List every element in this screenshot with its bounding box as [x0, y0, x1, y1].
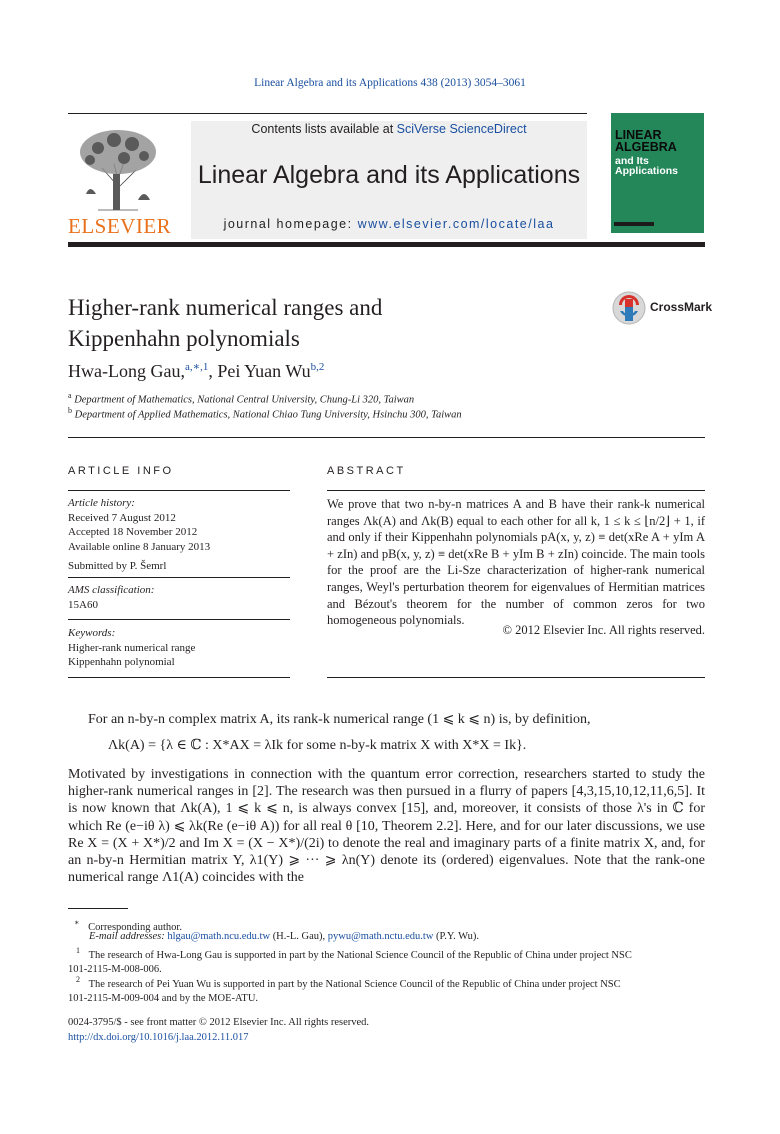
- cover-title-line2: ALGEBRA: [615, 140, 677, 154]
- email-gau-who: (H.-L. Gau),: [272, 931, 326, 942]
- journal-citation[interactable]: Linear Algebra and its Applications 438 (2013) 3054–3061: [254, 77, 526, 89]
- cover-subtitle: [615, 156, 678, 176]
- affiliation-a: [68, 391, 414, 406]
- info-divider-3: [68, 677, 290, 678]
- footnote-2: [68, 973, 705, 1007]
- cover-footer-bar: [614, 222, 654, 226]
- article-title: [68, 292, 382, 354]
- footnote-emails: [89, 930, 705, 945]
- author-wu[interactable]: Pei Yuan Wu: [217, 361, 311, 381]
- header-thick-rule: [68, 242, 705, 247]
- journal-cover[interactable]: [611, 113, 704, 233]
- accepted-date: Accepted 18 November 2012: [68, 526, 198, 538]
- fn2-mark: 2: [76, 975, 80, 984]
- email-gau-link[interactable]: hlgau@math.ncu.edu.tw: [167, 931, 271, 942]
- journal-title: Linear Algebra and its Applications: [197, 161, 581, 189]
- title-line2: Kippenhahn polynomials: [68, 326, 300, 351]
- elsevier-tree-icon: [68, 124, 168, 212]
- abstract-rule: [327, 490, 705, 491]
- fn1-line2: 101-2115-M-008-006.: [68, 964, 162, 975]
- intro-sentence: For an n-by-n complex matrix A, its rank-k numerical range (1 ⩽ k ⩽ n) is, by definition,: [88, 712, 591, 727]
- elsevier-logo[interactable]: [68, 124, 186, 238]
- article-history: [68, 496, 290, 554]
- contents-line: [191, 122, 587, 136]
- cover-title: [615, 129, 677, 153]
- body-paragraph: Motivated by investigations in connection with the quantum error correction, researchers started to study the higher-rank numerical ranges in [2]. The research was then pursued in a flurry of papers [4,3,15,10,12,11,6,5]. It is now known that Λk(A), 1 ⩽ k ⩽ n, is always convex [15], and, moreover, it consists of those λ's in ℂ for which Re (e−iθ λ) ⩽ λk(Re (e−iθ A)) for all real θ [10, Theorem 2.2]. Here, and for our later discussions, we use Re X = (X + X*)/2 and Im X = (X − X*)/(2i) to denote the real and imaginary parts of a finite matrix X, and, for an n-by-n Hermitian matrix Y, λ1(Y) ⩾ ··· ⩾ λn(Y) denote its (ordered) eigenvalues. Note that the rank-one numerical range Λ1(A) coincides with the: [68, 767, 705, 886]
- abstract-copyright: © 2012 Elsevier Inc. All rights reserved.: [502, 623, 705, 637]
- online-date: Available online 8 January 2013: [68, 540, 211, 553]
- received-date: Received 7 August 2012: [68, 511, 176, 524]
- homepage-line: [191, 217, 587, 231]
- abstract-end-rule: [327, 677, 705, 678]
- corr-mark: ∗: [74, 918, 80, 927]
- corr-text: Corresponding author.: [88, 921, 182, 933]
- issn-line: 0024-3795/$ - see front matter © 2012 Elsevier Inc. All rights reserved.: [68, 1017, 370, 1028]
- crossmark-badge[interactable]: [612, 291, 762, 331]
- email-wu-who: (P.Y. Wu).: [436, 931, 479, 942]
- definition-equation: Λk(A) = {λ ∈ ℂ : X*AX = λIk for some n-by-k matrix X with X*X = Ik}.: [108, 738, 527, 753]
- contents-prefix: Contents lists available at: [251, 122, 397, 136]
- keywords: [68, 626, 290, 670]
- homepage-prefix: journal homepage:: [223, 217, 358, 231]
- fn2-line2: 101-2115-M-009-004 and by the MOE-ATU.: [68, 993, 259, 1004]
- article-info-heading: ARTICLE INFO: [68, 465, 174, 477]
- fn2-line1: The research of Pei Yuan Wu is supported in part by the National Science Council of the Republic of China under project NSC: [88, 978, 621, 990]
- affil-a-text: Department of Mathematics, National Central University, Chung-Li 320, Taiwan: [74, 394, 415, 406]
- info-divider-2: [68, 619, 290, 620]
- header-divider: [68, 113, 587, 114]
- doi-link[interactable]: http://dx.doi.org/10.1016/j.laa.2012.11.017: [68, 1032, 249, 1043]
- info-divider-1: [68, 577, 290, 578]
- author-gau[interactable]: Hwa-Long Gau,: [68, 361, 185, 381]
- keywords-label: Keywords:: [68, 627, 116, 639]
- homepage-link[interactable]: www.elsevier.com/locate/laa: [357, 217, 555, 231]
- email-wu-link[interactable]: pywu@math.nctu.edu.tw: [327, 931, 434, 942]
- keyword-2: Kippenhahn polynomial: [68, 656, 175, 668]
- crossmark-icon: [612, 291, 646, 327]
- ams-label: AMS classification:: [68, 584, 155, 596]
- affiliation-b: [68, 406, 462, 421]
- sciencedirect-link[interactable]: SciVerse ScienceDirect: [396, 122, 527, 136]
- history-label: Article history:: [68, 497, 135, 509]
- fn1-line1: The research of Hwa-Long Gau is supported in part by the National Science Council of the Republic of China under project NSC: [88, 949, 632, 961]
- crossmark-label: CrossMark: [650, 300, 713, 314]
- authors-line: Hwa-Long Gau,$^{a,∗,1}$, Pei Yuan Wu$^{b,2}$: [68, 361, 325, 381]
- article-info-rule: [68, 490, 290, 491]
- cover-title-line1: LINEAR: [615, 128, 662, 142]
- ams-classification: [68, 583, 290, 612]
- abstract-text: We prove that two n-by-n matrices A and B have their rank-k numerical ranges Λk(A) and Λk(B) equal to each other for all k, 1 ≤ k ≤ ⌊n/2⌋ + 1, if and only if their Kippenhahn polynomials pA(x, y, z) ≡ det(xRe A + yIm A + zIn) and pB(x, y, z) ≡ det(xRe B + yIm B + zIn) coincide. The main tools for the proof are the Li-Sze characterization of higher-rank numerical ranges, Weyl's perturbation theorem for eigenvalues of Hermitian matrices and Bézout's theorem for the number of common zeros for two homogeneous polynomials.: [327, 497, 705, 628]
- cover-sub-line1: and Its: [615, 155, 649, 167]
- footnote-rule: [68, 908, 128, 909]
- affil-b-text: Department of Applied Mathematics, National Chiao Tung University, Hsinchu 300, Taiwan: [74, 409, 462, 421]
- email-label: E-mail addresses:: [89, 931, 165, 942]
- fn1-mark: 1: [76, 946, 80, 955]
- affiliation-divider: [68, 437, 705, 438]
- keyword-1: Higher-rank numerical range: [68, 641, 196, 654]
- title-line1: Higher-rank numerical ranges and: [68, 295, 383, 320]
- author-wu-sup[interactable]: b,2: [310, 361, 325, 373]
- cover-sub-line2: Applications: [615, 165, 679, 177]
- abstract-heading: ABSTRACT: [327, 465, 406, 477]
- publisher-name: ELSEVIER: [68, 214, 172, 238]
- affil-b-mark: b: [68, 406, 72, 415]
- ams-code: 15A60: [68, 598, 98, 611]
- submitted-by: Submitted by P. Šemrl: [68, 560, 167, 572]
- affil-a-mark: a: [68, 391, 72, 400]
- author-gau-sup[interactable]: a,∗,1: [184, 361, 209, 373]
